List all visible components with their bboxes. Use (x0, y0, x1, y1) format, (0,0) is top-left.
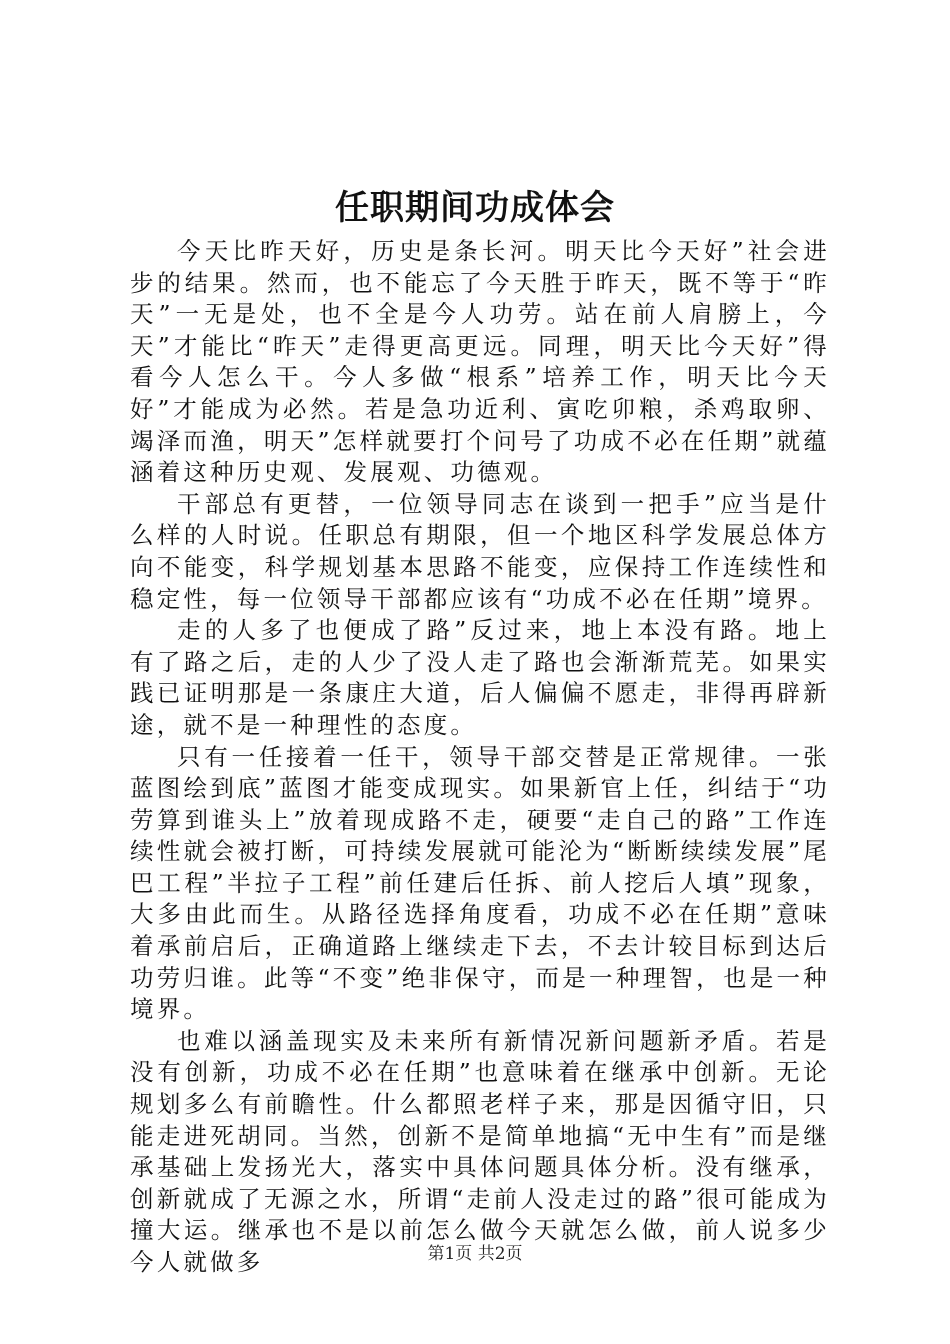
document-body (130, 236, 830, 1279)
paragraph-1: 今天比昨天好，历史是条长河。明天比今天好”社会进步的结果。然而，也不能忘了今天胜于昨天，既不等于“昨天”一无是处，也不全是今人功劳。站在前人肩膀上，今天”才能比“昨天”走得更高更远。同理，明天比今天好”得看今人怎么干。今人多做“根系”培养工作，明天比今天好”才能成为必然。若是急功近利、寅吃卯粮，杀鸡取卵、竭泽而渔，明天”怎样就要打个问号了功成不必在任期”就蕴涵着这种历史观、发展观、功德观。 (130, 237, 830, 487)
paragraph-3: 走的人多了也便成了路”反过来，地上本没有路。地上有了路之后，走的人少了没人走了路也会渐渐荒芜。如果实践已证明那是一条康庄大道，后人偏偏不愿走，非得再辟新途，就不是一种理性的态度。 (130, 616, 830, 739)
page-number-footer: 第1页 共2页 (427, 1244, 523, 1264)
paragraph-4: 只有一任接着一任干，领导干部交替是正常规律。一张蓝图绘到底”蓝图才能变成现实。如果新官上任，纠结于“功劳算到谁头上”放着现成路不走，硬要“走自己的路”工作连续性就会被打断，可持续发展就可能沦为“断断续续发展”尾巴工程”半拉子工程”前任建后任拆、前人挖后人填”现象，大多由此而生。从路径选择角度看，功成不必在任期”意味着承前启后，正确道路上继续走下去，不去计较目标到达后功劳归谁。此等“不变”绝非保守，而是一种理智，也是一种境界。 (130, 742, 830, 1024)
paragraph-2: 干部总有更替，一位领导同志在谈到一把手”应当是什么样的人时说。任职总有期限，但一个地区科学发展总体方向不能变，科学规划基本思路不能变，应保持工作连续性和稳定性，每一位领导干部都应该有“功成不必在任期”境界。 (130, 489, 830, 613)
paragraph-5: 也难以涵盖现实及未来所有新情况新问题新矛盾。若是没有创新，功成不必在任期”也意味着在继承中创新。无论规划多么有前瞻性。什么都照老样子来，那是因循守旧，只能走进死胡同。当然，创新不是简单地搞“无中生有”而是继承基础上发扬光大，落实中具体问题具体分析。没有继承，创新就成了无源之水，所谓“走前人没走过的路”很可能成为撞大运。继承也不是以前怎么做今天就怎么做，前人说多少今人就做多 (130, 1026, 830, 1276)
document-title: 任职期间功成体会 (335, 188, 615, 228)
